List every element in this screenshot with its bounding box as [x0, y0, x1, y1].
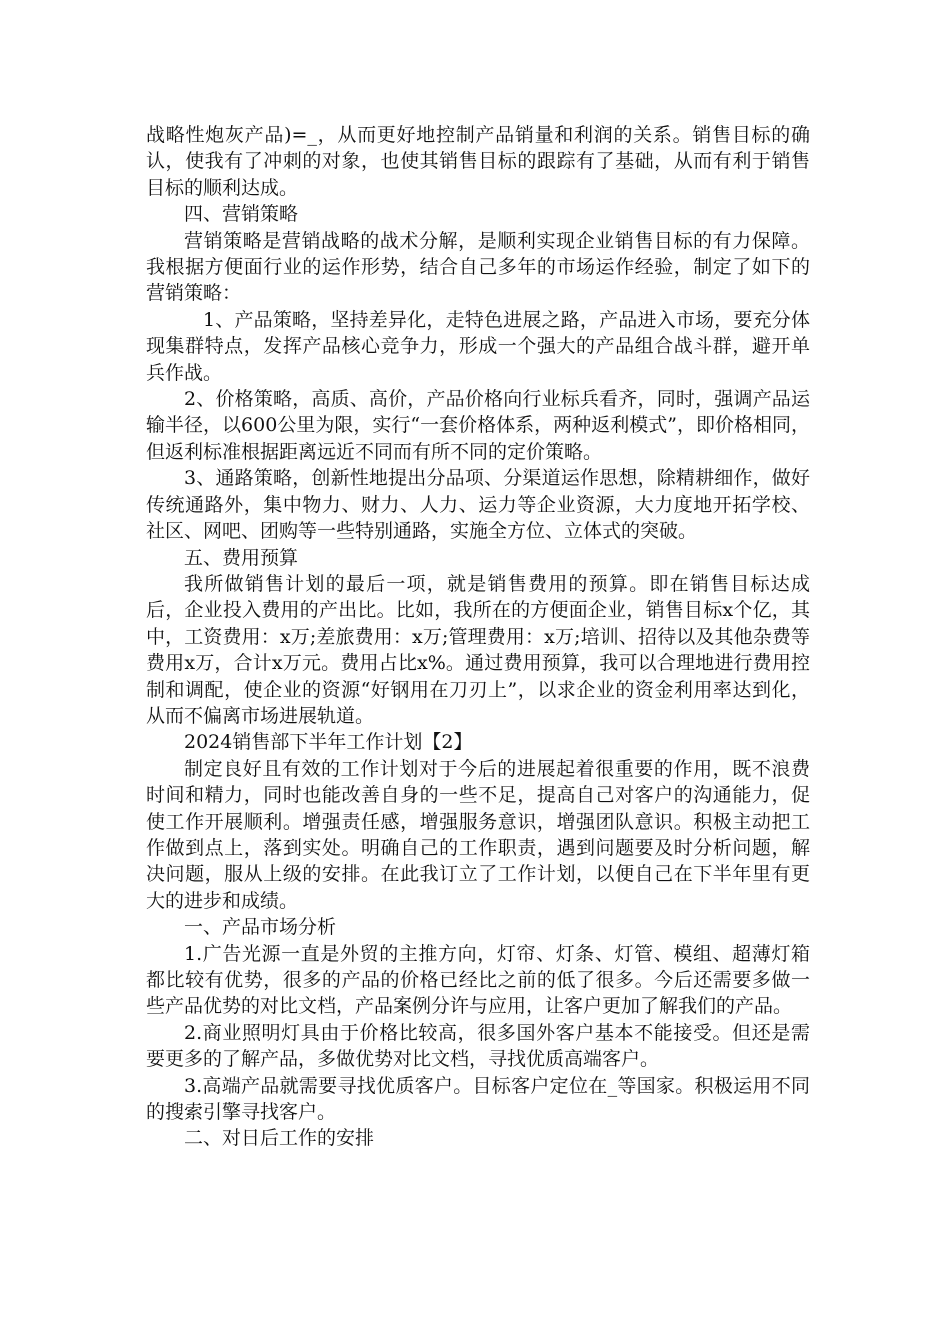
- heading-market-analysis: 一、产品市场分析: [184, 916, 337, 939]
- heading-marketing-strategy: 四、营销策略: [184, 203, 299, 226]
- heading-plan-2: 2024销售部下半年工作计划【2】: [184, 731, 473, 754]
- paragraph-channel-strategy: 3、通路策略，创新性地提出分品项、分渠道运作思想，除精耕细作，做好传统通路外，集中物力、财力、人力、运力等企业资源，大力度地开拓学校、社区、网吧、团购等一些特别通路，实施全方位、立体式的突破。: [146, 467, 810, 543]
- heading-budget: 五、费用预算: [184, 546, 299, 569]
- paragraph-marketing-strategy: 营销策略是营销战略的战术分解，是顺利实现企业销售目标的有力保障。我根据方便面行业的运作形势，结合自己多年的市场运作经验，制定了如下的营销策略：: [146, 229, 810, 305]
- paragraph-product-strategy: 1、产品策略，坚持差异化，走特色进展之路，产品进入市场，要充分体现集群特点，发挥产品核心竞争力，形成一个强大的产品组合战斗群，避开单兵作战。: [146, 308, 810, 384]
- paragraph-analysis-1: 1.广告光源一直是外贸的主推方向，灯帘、灯条、灯管、模组、超薄灯箱都比较有优势，很多的产品的价格已经比之前的低了很多。今后还需要多做一些产品优势的对比文档，产品案例分许与应用，让客户更加了解我们的产品。: [146, 942, 810, 1018]
- paragraph-plan-intro: 制定良好且有效的工作计划对于今后的进展起着很重要的作用，既不浪费时间和精力，同时也能改善自身的一些不足，提高自己对客户的沟通能力，促使工作开展顺利。增强责任感，增强服务意识，增强团队意识。积极主动把工作做到点上，落到实处。明确自己的工作职责，遇到问题要及时分析问题，解决问题，服从上级的安排。在此我订立了工作计划，以便自己在下半年里有更大的进步和成绩。: [146, 757, 810, 912]
- paragraph-analysis-3: 3.高端产品就需要寻找优质客户。目标客户定位在_等国家。积极运用不同的搜索引擎寻找客户。: [146, 1074, 810, 1124]
- paragraph-budget: 我所做销售计划的最后一项，就是销售费用的预算。即在销售目标达成后，企业投入费用的产出比。比如，我所在的方便面企业，销售目标x个亿，其中，工资费用：x万;差旅费用：x万;管理费用：x万;培训、招待以及其他杂费等费用x万，合计x万元。费用占比x%。通过费用预算，我可以合理地进行费用控制和调配，使企业的资源“好钢用在刀刃上”，以求企业的资金利用率达到化，从而不偏离市场进展轨道。: [146, 572, 810, 727]
- paragraph-analysis-2: 2.商业照明灯具由于价格比较高，很多国外客户基本不能接受。但还是需要更多的了解产品，多做优势对比文档，寻找优质高端客户。: [146, 1021, 810, 1071]
- paragraph-1: 战略性炮灰产品)=_，从而更好地控制产品销量和利润的关系。销售目标的确认，使我有了冲刺的对象，也使其销售目标的跟踪有了基础，从而有利于销售目标的顺利达成。: [146, 124, 810, 199]
- document-page: [146, 122, 810, 1152]
- paragraph-price-strategy: 2、价格策略，高质、高价，产品价格向行业标兵看齐，同时，强调产品运输半径，以600公里为限，实行“一套价格体系，两种返利模式”，即价格相同，但返利标准根据距离远近不同而有所不同的定价策略。: [146, 388, 810, 463]
- heading-future-work: 二、对日后工作的安排: [184, 1127, 375, 1150]
